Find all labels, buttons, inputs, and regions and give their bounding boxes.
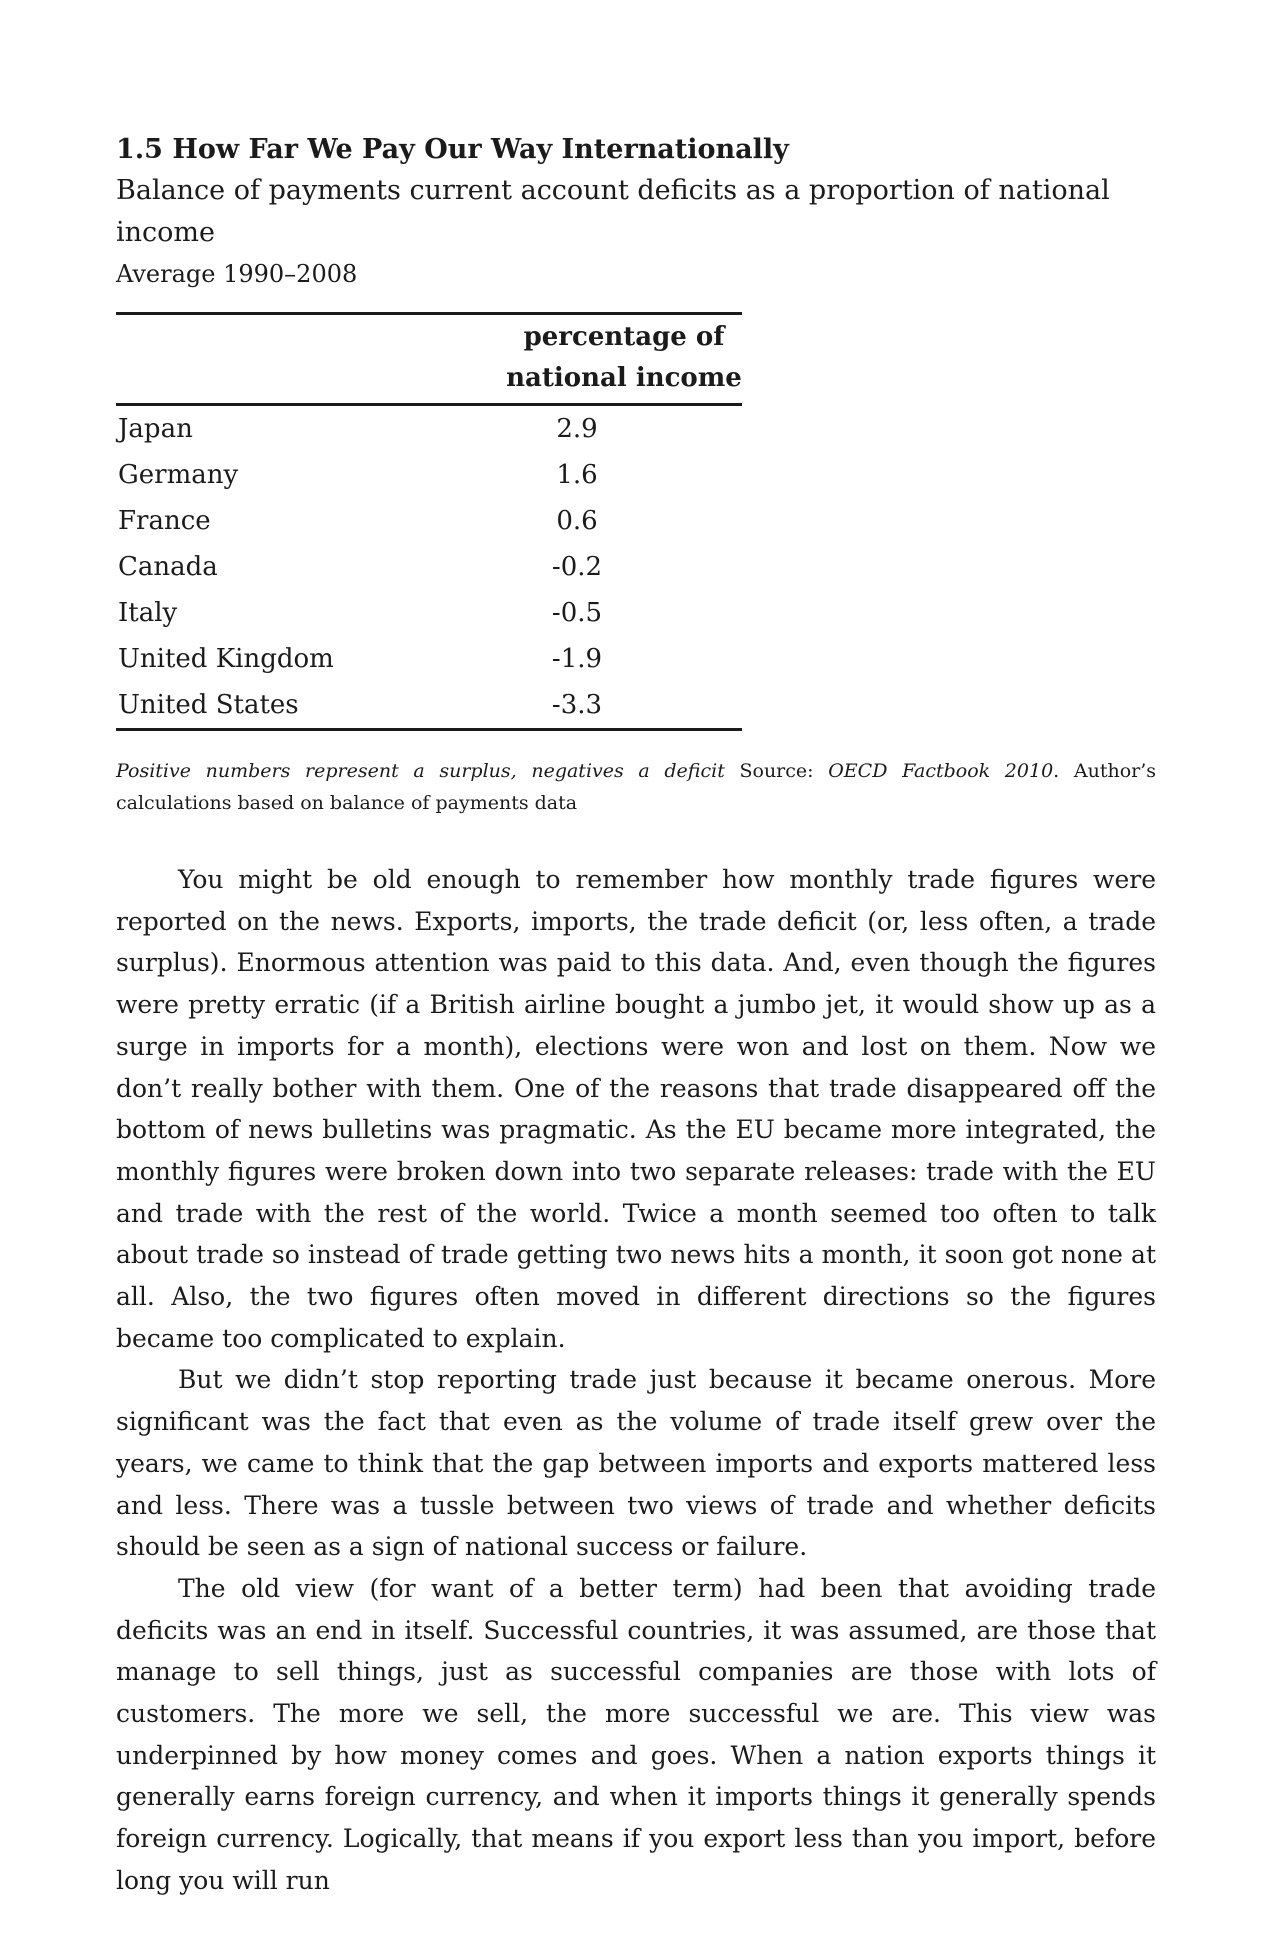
country-cell: United Kingdom <box>118 644 334 674</box>
page <box>116 130 1156 1902</box>
table-row <box>116 590 742 636</box>
value-cell: -0.5 <box>551 598 603 628</box>
table-row <box>116 498 742 544</box>
section-heading: 1.5 How Far We Pay Our Way Internationally <box>116 134 789 165</box>
value-cell: -1.9 <box>551 644 603 674</box>
paragraph: You might be old enough to remember how monthly trade figures were reported on the news. Exports, imports, the trade deficit (or, less often, a trade surplus). Enormous attention was paid to this data. And, even though the figures were pretty erratic (if a British airline bought a jumbo jet, it would show up as a surge in imports for a month), elections were won and lost on them. Now we don’t really bother with them. One of the reasons that trade disappeared off the bottom of news bulletins was pragmatic. As the EU became more integrated, the monthly figures were broken down into two separate releases: trade with the EU and trade with the rest of the world. Twice a month seemed too often to talk about trade so instead of trade getting two news hits a month, it soon got none at all. Also, the two figures often moved in different directions so the figures became too complicated to explain. <box>116 865 1156 1353</box>
country-cell: United States <box>116 682 506 730</box>
table-row <box>116 544 742 590</box>
value-cell: -0.2 <box>551 552 603 582</box>
column-header-line2: national income <box>506 363 742 393</box>
current-account-table <box>116 312 742 731</box>
table-row <box>116 682 742 730</box>
value-cell: 0.6 <box>556 506 598 536</box>
value-cell: 2.9 <box>556 414 598 444</box>
table-subtitle: Balance of payments current account deficits as a proportion of national income <box>116 175 1110 248</box>
table-row <box>116 636 742 682</box>
percentage-column-header <box>506 314 742 405</box>
table-header-row <box>116 314 742 405</box>
note-italic: Positive numbers represent a surplus, negatives a deficit <box>116 760 725 782</box>
column-header-line1: percentage of <box>523 322 725 352</box>
country-cell: Germany <box>118 460 239 490</box>
paragraph: But we didn’t stop reporting trade just because it became onerous. More significant was the fact that even as the volume of trade itself grew over the years, we came to think that the gap between imports and exports mattered less and less. There was a tussle between two views of trade and whether deficits should be seen as a sign of national success or failure. <box>116 1365 1156 1562</box>
table-row <box>116 452 742 498</box>
country-cell: Italy <box>118 598 178 628</box>
country-column-header <box>116 314 506 405</box>
table-period: Average 1990–2008 <box>116 260 358 288</box>
table-note <box>116 755 1156 819</box>
note-source-rest: . Author’s calculations based on balance of payments data <box>116 760 1157 814</box>
note-source-title: OECD Factbook 2010 <box>828 760 1054 782</box>
table-row <box>116 405 742 453</box>
body-text <box>116 859 1156 1902</box>
value-cell: -3.3 <box>506 682 742 730</box>
paragraph: The old view (for want of a better term) had been that avoiding trade deficits was an end in itself. Successful countries, it was assumed, are those that manage to sell things, just as successful companies are those with lots of customers. The more we sell, the more successful we are. This view was underpinned by how money comes and goes. When a nation exports things it generally earns foreign currency, and when it imports things it generally spends foreign currency. Logically, that means if you export less than you import, before long you will run <box>116 1573 1156 1895</box>
note-source-label: Source: <box>724 760 829 782</box>
country-cell: France <box>118 506 211 536</box>
value-cell: 1.6 <box>556 460 598 490</box>
country-cell: Japan <box>118 414 193 444</box>
country-cell: Canada <box>118 552 218 582</box>
